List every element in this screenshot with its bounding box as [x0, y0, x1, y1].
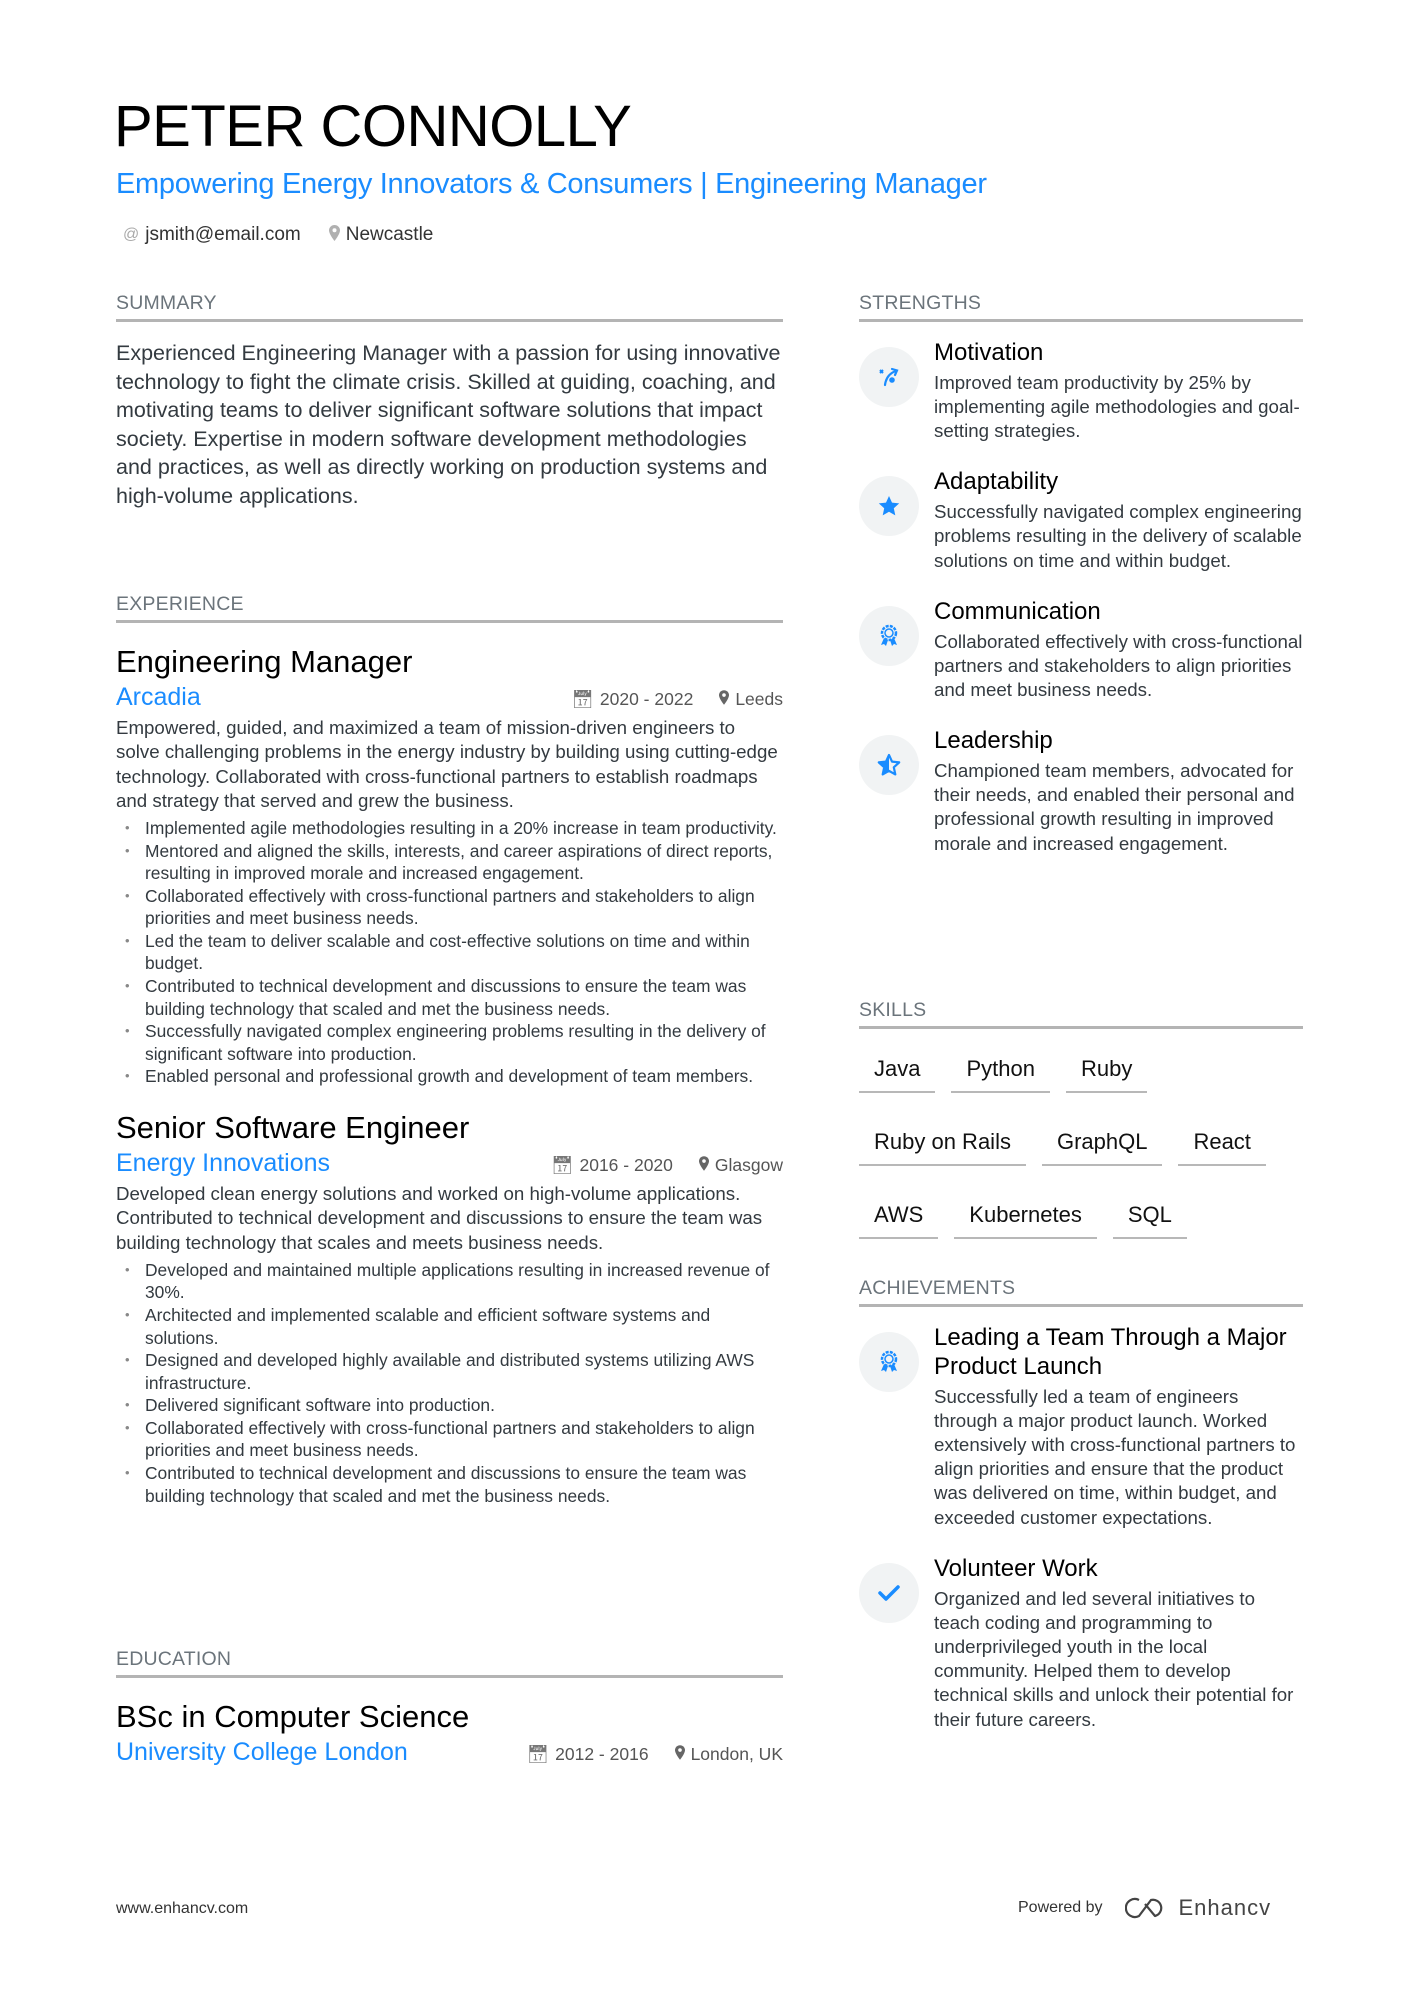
skill-tag: Kubernetes: [954, 1202, 1097, 1239]
job-location: Leeds: [735, 689, 783, 710]
map-pin-icon: [329, 225, 340, 246]
bullet-item: • Contributed to technical development and discussions to ensure the team was building technology that scaled and met the business needs.: [116, 1462, 783, 1507]
section-heading-strengths: STRENGTHS: [859, 292, 1303, 322]
company-name: Arcadia: [116, 683, 201, 712]
degree-title: BSc in Computer Science: [116, 1699, 470, 1734]
company-name: Energy Innovations: [116, 1149, 331, 1178]
section-heading-skills: SKILLS: [859, 999, 1303, 1029]
contact-location: [329, 224, 434, 246]
strength-item: [859, 598, 1303, 702]
contact-info: [123, 224, 433, 246]
job-bullets: [116, 1259, 783, 1508]
footer-website[interactable]: www.enhancv.com: [116, 1900, 249, 1917]
calendar-icon: 📅︎: [551, 1155, 574, 1176]
map-pin-icon: [699, 1155, 709, 1175]
strengths-section: [859, 292, 1303, 856]
award-ribbon-icon: [859, 1332, 919, 1392]
achievements-section: [859, 1277, 1303, 1732]
section-heading-education: EDUCATION: [116, 1648, 783, 1678]
skill-tag: React: [1178, 1129, 1265, 1166]
strength-item: [859, 339, 1303, 443]
at-icon: @: [123, 226, 140, 243]
skill-tag: Ruby: [1066, 1056, 1147, 1093]
skill-tag: SQL: [1113, 1202, 1187, 1239]
checkmark-icon: [859, 1563, 919, 1623]
education-entry: [116, 1700, 783, 1767]
brand-name: Enhancv: [1178, 1895, 1272, 1920]
skill-tag: GraphQL: [1042, 1129, 1163, 1166]
achievement-item: [859, 1555, 1303, 1732]
bullet-item: • Delivered significant software into production.: [116, 1394, 783, 1417]
bullet-item: • Collaborated effectively with cross-functional partners and stakeholders to align priorities and meet business needs.: [116, 885, 783, 930]
candidate-name: PETER CONNOLLY: [114, 94, 632, 159]
bullet-item: • Implemented agile methodologies resulting in a 20% increase in team productivity.: [116, 817, 783, 840]
strength-description: Improved team productivity by 25% by implementing agile methodologies and goal-setting strategies.: [934, 371, 1300, 442]
strategy-arrow-icon: [859, 347, 919, 407]
job-dates: 2016 - 2020: [579, 1155, 673, 1176]
email-text: jsmith@email.com: [145, 224, 301, 245]
strength-title: Leadership: [934, 727, 1053, 755]
strength-title: Adaptability: [934, 468, 1059, 496]
education-section: [116, 1648, 783, 1767]
bullet-item: • Enabled personal and professional growth and development of team members.: [116, 1065, 783, 1088]
skill-tag: Ruby on Rails: [859, 1129, 1026, 1166]
map-pin-icon: [675, 1744, 685, 1764]
job-bullets: [116, 817, 783, 1088]
education-location: London, UK: [690, 1744, 783, 1765]
bullet-item: • Developed and maintained multiple applications resulting in increased revenue of 30%.: [116, 1259, 783, 1304]
calendar-icon: 📅︎: [526, 1744, 550, 1765]
strength-description: Successfully navigated complex engineering problems resulting in the delivery of scalable solutions on time and within budget.: [934, 501, 1302, 571]
section-heading-summary: SUMMARY: [116, 292, 783, 322]
strength-item: [859, 468, 1303, 572]
achievement-description: Successfully led a team of engineers through a major product launch. Worked extensively with cross-functional partners to align priorities and ensure that the product was delivered on time, within budget, and exceeded customer expectations.: [934, 1385, 1296, 1528]
job-description: Empowered, guided, and maximized a team of mission-driven engineers to solve challenging problems in the energy industry by building using cutting-edge technology. Collaborated with cross-functional partners to establish roadmaps and strategy that served and grew the business.: [116, 717, 778, 811]
bullet-item: • Designed and developed highly available and distributed systems utilizing AWS infrastructure.: [116, 1349, 783, 1394]
strength-title: Motivation: [934, 339, 1044, 366]
skills-section: [859, 999, 1303, 1239]
bullet-item: • Contributed to technical development and discussions to ensure the team was building technology that scaled and met the business needs.: [116, 975, 783, 1020]
enhancv-logo: [1125, 1895, 1272, 1921]
achievement-item: [859, 1324, 1303, 1530]
job-location: Glasgow: [714, 1155, 783, 1176]
bullet-item: • Collaborated effectively with cross-functional partners and stakeholders to align priorities and meet business needs.: [116, 1417, 783, 1462]
strength-item: [859, 727, 1303, 856]
job-description: Developed clean energy solutions and worked on high-volume applications. Contributed to technical development and discussions to ensure the team was building technology that scales and meets business needs.: [116, 1183, 763, 1253]
strength-description: Collaborated effectively with cross-functional partners and stakeholders to align priorities and meet business needs.: [934, 630, 1303, 701]
bullet-item: • Successfully navigated complex engineering problems resulting in the delivery of significant software into production.: [116, 1020, 783, 1065]
summary-section: [116, 292, 783, 511]
achievement-title: Volunteer Work: [934, 1554, 1098, 1582]
footer-branding: [1018, 1895, 1271, 1921]
section-heading-experience: EXPERIENCE: [116, 593, 783, 623]
powered-by-label: Powered by: [1018, 1899, 1103, 1916]
contact-email: [123, 224, 301, 246]
award-ribbon-icon: [859, 606, 919, 666]
skill-tag: Java: [859, 1056, 935, 1093]
location-text: Newcastle: [345, 224, 434, 245]
skill-tag: Python: [951, 1056, 1050, 1093]
education-dates: 2012 - 2016: [555, 1744, 649, 1765]
enhancv-logo-icon: [1125, 1896, 1169, 1920]
star-half-icon: [859, 735, 919, 795]
strength-title: Communication: [934, 597, 1101, 625]
candidate-headline: Empowering Energy Innovators & Consumers | Engineering Manager: [116, 168, 987, 200]
job-entry: [116, 1111, 783, 1507]
job-title: Senior Software Engineer: [116, 1110, 470, 1146]
job-entry: [116, 645, 783, 1088]
section-heading-achievements: ACHIEVEMENTS: [859, 1277, 1303, 1307]
achievement-title: Leading a Team Through a Major Product Launch: [934, 1324, 1287, 1380]
summary-text: Experienced Engineering Manager with a passion for using innovative technology to fight the climate crisis. Skilled at guiding, coaching, and motivating teams to deliver significant software solutions that impact society. Expertise in modern software development methodologies and practices, as well as directly working on production systems and high-volume applications.: [116, 341, 781, 508]
experience-section: [116, 593, 783, 1507]
bullet-item: • Mentored and aligned the skills, interests, and career aspirations of direct reports, resulting in improved morale and increased engagement.: [116, 840, 783, 885]
skill-tag: AWS: [859, 1202, 938, 1239]
strength-description: Championed team members, advocated for their needs, and enabled their personal and professional growth resulting in improved morale and increased engagement.: [934, 760, 1295, 854]
map-pin-icon: [719, 689, 729, 709]
skills-list: [859, 1056, 1303, 1239]
job-dates: 2020 - 2022: [599, 689, 694, 710]
school-name: University College London: [116, 1738, 408, 1767]
bullet-item: • Architected and implemented scalable and efficient software systems and solutions.: [116, 1304, 783, 1349]
achievement-description: Organized and led several initiatives to teach coding and programming to underprivileged youth in the local community. Helped them to develop technical skills and unlock their potential for their future careers.: [934, 1587, 1294, 1730]
calendar-icon: 📅︎: [571, 689, 594, 710]
job-title: Engineering Manager: [116, 644, 413, 679]
bullet-item: • Led the team to deliver scalable and cost-effective solutions on time and within budget.: [116, 930, 783, 975]
star-icon: [859, 476, 919, 536]
